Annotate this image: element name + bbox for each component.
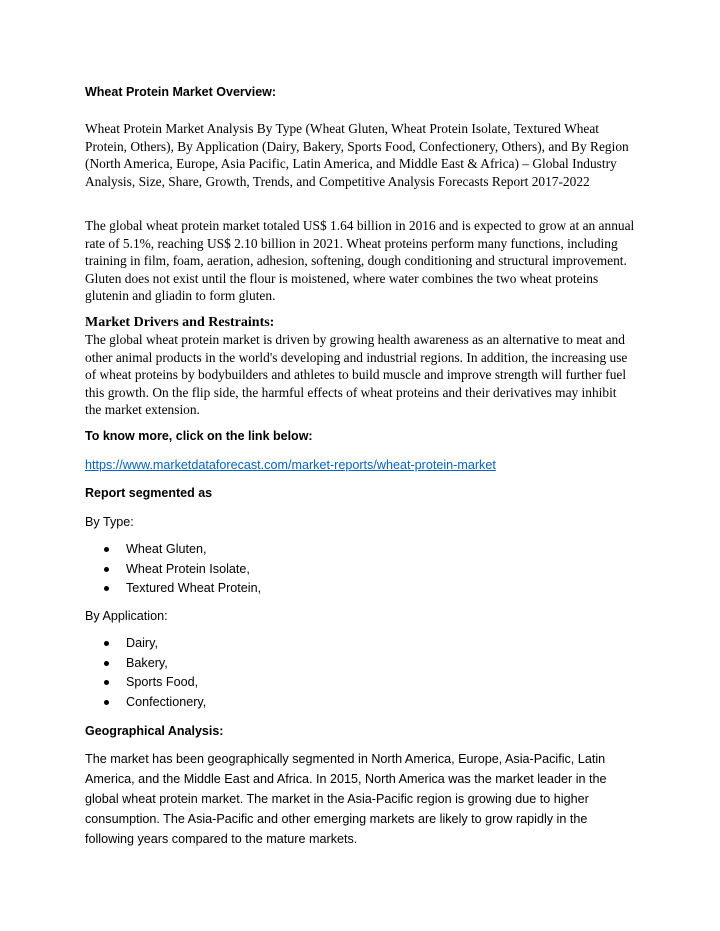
list-item [85,540,635,560]
type-item-label: Wheat Gluten, [126,542,207,556]
bullet-icon [104,547,109,552]
type-item-label: Textured Wheat Protein, [126,581,262,595]
by-application-label: By Application: [85,609,168,623]
drivers-paragraph: The global wheat protein market is driven by growing health awareness as an alternative to meat and other animal products in the world's developing and industrial regions. In addition, the increasing use of wheat proteins by bodybuilders and athletes to build muscle and improve strength will further fuel this growth. On the flip side, the harmful effects of wheat proteins and their derivatives may inhibit the market extension. [85,332,628,418]
bullet-icon [104,700,109,705]
geography-heading: Geographical Analysis: [85,724,224,738]
bullet-icon [104,641,109,646]
list-item [85,693,635,713]
geography-paragraph: The market has been geographically segmented in North America, Europe, Asia-Pacific, Latin America, and the Middle East and Africa. In 2015, North America was the market leader in the global wheat protein market. The market in the Asia-Pacific region is growing due to higher consumption. The Asia-Pacific and other emerging markets are likely to grow rapidly in the following years compared to the mature markets. [85,752,607,846]
by-type-label: By Type: [85,515,134,529]
list-item [85,560,635,580]
list-item [85,673,635,693]
application-item-label: Confectionery, [126,694,207,709]
list-item [85,579,635,599]
report-title-paragraph: Wheat Protein Market Analysis By Type (Wheat Gluten, Wheat Protein Isolate, Textured Wheat Protein, Others), By Application (Dairy, Bakery, Sports Food, Confectionery, Others), and By Region (North America, Europe, Asia Pacific, Latin America, and Middle East & Africa) – Global Industry Analysis, Size, Share, Growth, Trends, and Competitive Analysis Forecasts Report 2017-2022 [85,121,629,189]
report-link[interactable]: https://www.marketdataforecast.com/market-reports/wheat-protein-market [85,458,496,472]
more-info-heading: To know more, click on the link below: [85,429,313,443]
bullet-icon [104,680,109,685]
bullet-icon [104,586,109,591]
application-item-label: Sports Food, [126,675,199,689]
application-list [85,634,635,712]
drivers-heading: Market Drivers and Restraints: [85,315,275,330]
overview-heading: Wheat Protein Market Overview: [85,85,277,99]
application-item-label: Bakery, [126,655,168,670]
bullet-icon [104,661,109,666]
type-item-label: Wheat Protein Isolate, [126,561,250,576]
segments-heading: Report segmented as [85,486,213,500]
list-item [85,634,635,654]
list-item [85,654,635,674]
bullet-icon [104,567,109,572]
type-list [85,540,635,599]
application-item-label: Dairy, [126,636,158,650]
market-summary-paragraph: The global wheat protein market totaled US$ 1.64 billion in 2016 and is expected to grow at an annual rate of 5.1%, reaching US$ 2.10 billion in 2021. Wheat proteins perform many functions, including training in film, foam, aeration, adhesion, softening, dough conditioning and structural improvement. Gluten does not exist until the flour is moistened, where water combines the two wheat proteins glutenin and gliadin to form gluten. [85,218,635,304]
